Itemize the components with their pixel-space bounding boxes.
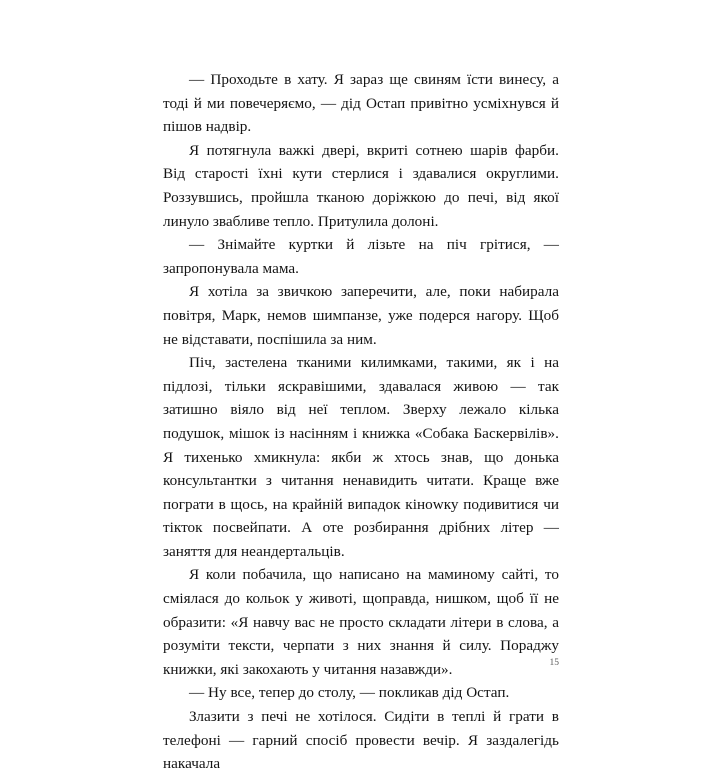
page-number: 15 bbox=[549, 658, 559, 668]
paragraph: Піч, застелена тканими килимками, такими, як і на підлозі, тільки яскравішими, здавалася живою — так затишно віяло від неї теплом. Зверху лежало кілька подушок, мішок із насінням і книжка «Собака Баскервілів». Я тихенько хмикнула: якби ж хтось знав, що донька консультантки з читання ненавидить читати. Краще вже пограти в щось, на крайній випадок кінowку подивитися чи тікток посвейпати. А оте розбирання дрібних літер — заняття для неандертальців. bbox=[163, 354, 559, 560]
paragraph: — Проходьте в хату. Я зараз ще свиням їсти винесу, а тоді й ми повечеряємо, — дід Остап привітно усміхнувся й пішов надвір. bbox=[163, 71, 559, 136]
paragraph: Я хотіла за звичкою заперечити, але, поки набирала повітря, Марк, немов шимпанзе, уже подерся нагору. Щоб не відставати, поспішила за ним. bbox=[163, 283, 559, 348]
paragraph: Злазити з печі не хотілося. Сидіти в теплі й грати в телефоні — гарний спосіб провести вечір. Я заздалегідь накачала bbox=[163, 708, 559, 773]
paragraph: Я коли побачила, що написано на маминому сайті, то сміялася до кольок у животі, щоправда, нишком, щоб її не образити: «Я навчу вас не просто складати літери в слова, а розуміти тексти, черпати з них знання й силу. Пораджу книжки, які закохають у читання назавжди». bbox=[163, 566, 559, 678]
body-text-column bbox=[163, 68, 559, 776]
paragraph: — Ну все, тепер до столу, — покликав дід Остап. bbox=[189, 684, 510, 702]
paragraph: Я потягнула важкі двері, вкриті сотнею шарів фарби. Від старості їхні кути стерлися і здавалися округлими. Роззувшись, пройшла тканою доріжкою до печі, від якої линуло звабливе тепло. Притулила долоні. bbox=[163, 141, 559, 230]
paragraph: — Знімайте куртки й лізьте на піч грітися, — запропонувала мама. bbox=[163, 236, 559, 277]
